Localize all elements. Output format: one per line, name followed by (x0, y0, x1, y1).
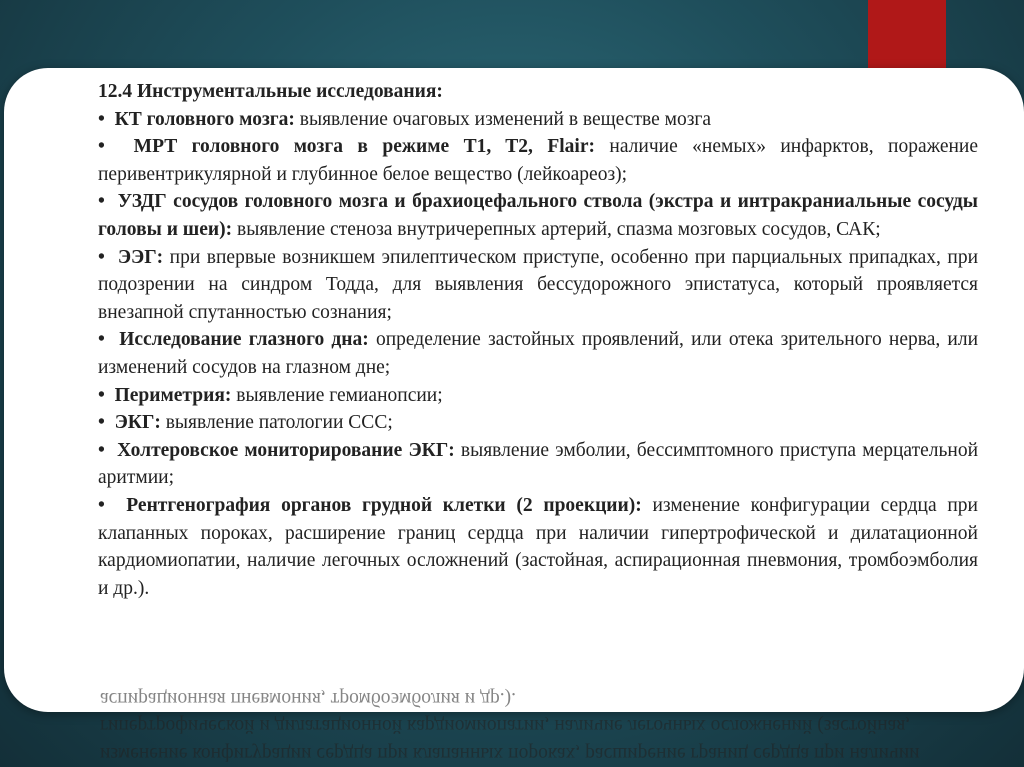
item-term: ЭЭГ: (117, 246, 164, 268)
bullet: • (98, 384, 105, 406)
bullet: • (98, 494, 105, 516)
bullet: • (98, 246, 105, 268)
item-text: выявление стеноза внутричерепных артерий, спазма мозговых сосудов, САК; (232, 218, 881, 240)
bullet: • (98, 136, 105, 158)
item-text: выявление очаговых изменений в веществе мозга (294, 108, 712, 130)
list-item (98, 106, 978, 134)
item-term: Периметрия: (114, 384, 232, 406)
bullet: • (98, 439, 105, 461)
list-item (98, 382, 978, 410)
item-term: Исследование глазного дна: (119, 329, 369, 351)
item-text: выявление гемианопсии; (231, 384, 443, 406)
bullet: • (98, 412, 105, 434)
list-item (98, 326, 978, 381)
list-item (98, 244, 978, 327)
bullet: • (98, 191, 105, 213)
list-item (98, 437, 978, 492)
item-term: МРТ головного мозга в режиме T1, T2, Flair: (133, 136, 595, 158)
reflection-line: изменение конфигурации сердца при клапанных пороках, расширение границ сердца при наличии гипертрофической и дилатационной кардиомиопатии, наличие легочных осложнений (застойная, аспирационная пневмония, тромбоэмболия и др.). (100, 687, 920, 764)
slide-reflection (100, 687, 980, 767)
slide-content (98, 78, 978, 602)
item-text: определение застойных проявлений, или отека зрительного нерва, или изменений сосудов на глазном дне; (98, 329, 979, 378)
list-item (98, 133, 978, 188)
item-term: Рентгенография органов грудной клетки (2 проекции): (126, 494, 642, 516)
item-term: УЗДГ сосудов головного мозга и брахиоцефального ствола (экстра и интракраниальные сосуды головы и шеи): (98, 191, 978, 240)
item-text: изменение конфигурации сердца при клапанных пороках, расширение границ сердца при наличии гипертрофической и дилатационной кардиомиопатии, наличие легочных осложнений (застойная, аспирационная пневмония, тромбоэмболия и др.). (98, 494, 978, 599)
bullet: • (98, 329, 105, 351)
item-text: выявление патологии ССС; (160, 412, 393, 434)
item-term: ЭКГ: (114, 412, 161, 434)
list-item (98, 492, 978, 602)
item-text: наличие «немых» инфарктов, поражение перивентрикулярной и глубинное белое вещество (лейкоареоз); (98, 136, 978, 185)
item-term: Холтеровское мониторирование ЭКГ: (117, 439, 455, 461)
slide-heading: 12.4 Инструментальные исследования: (98, 81, 443, 102)
item-text: выявление эмболии, бессимптомного приступа мерцательной аритмии; (98, 439, 979, 489)
list-item (98, 409, 978, 437)
item-term: КТ головного мозга: (114, 108, 295, 130)
list-item (98, 188, 978, 243)
item-text: при впервые возникшем эпилептическом приступе, особенно при парциальных припадках, при подозрении на синдром Тодда, для выявления бессудорожного эпистатуса, который проявляется внезапной спутанностью сознания; (98, 246, 979, 323)
bullet: • (98, 108, 105, 130)
